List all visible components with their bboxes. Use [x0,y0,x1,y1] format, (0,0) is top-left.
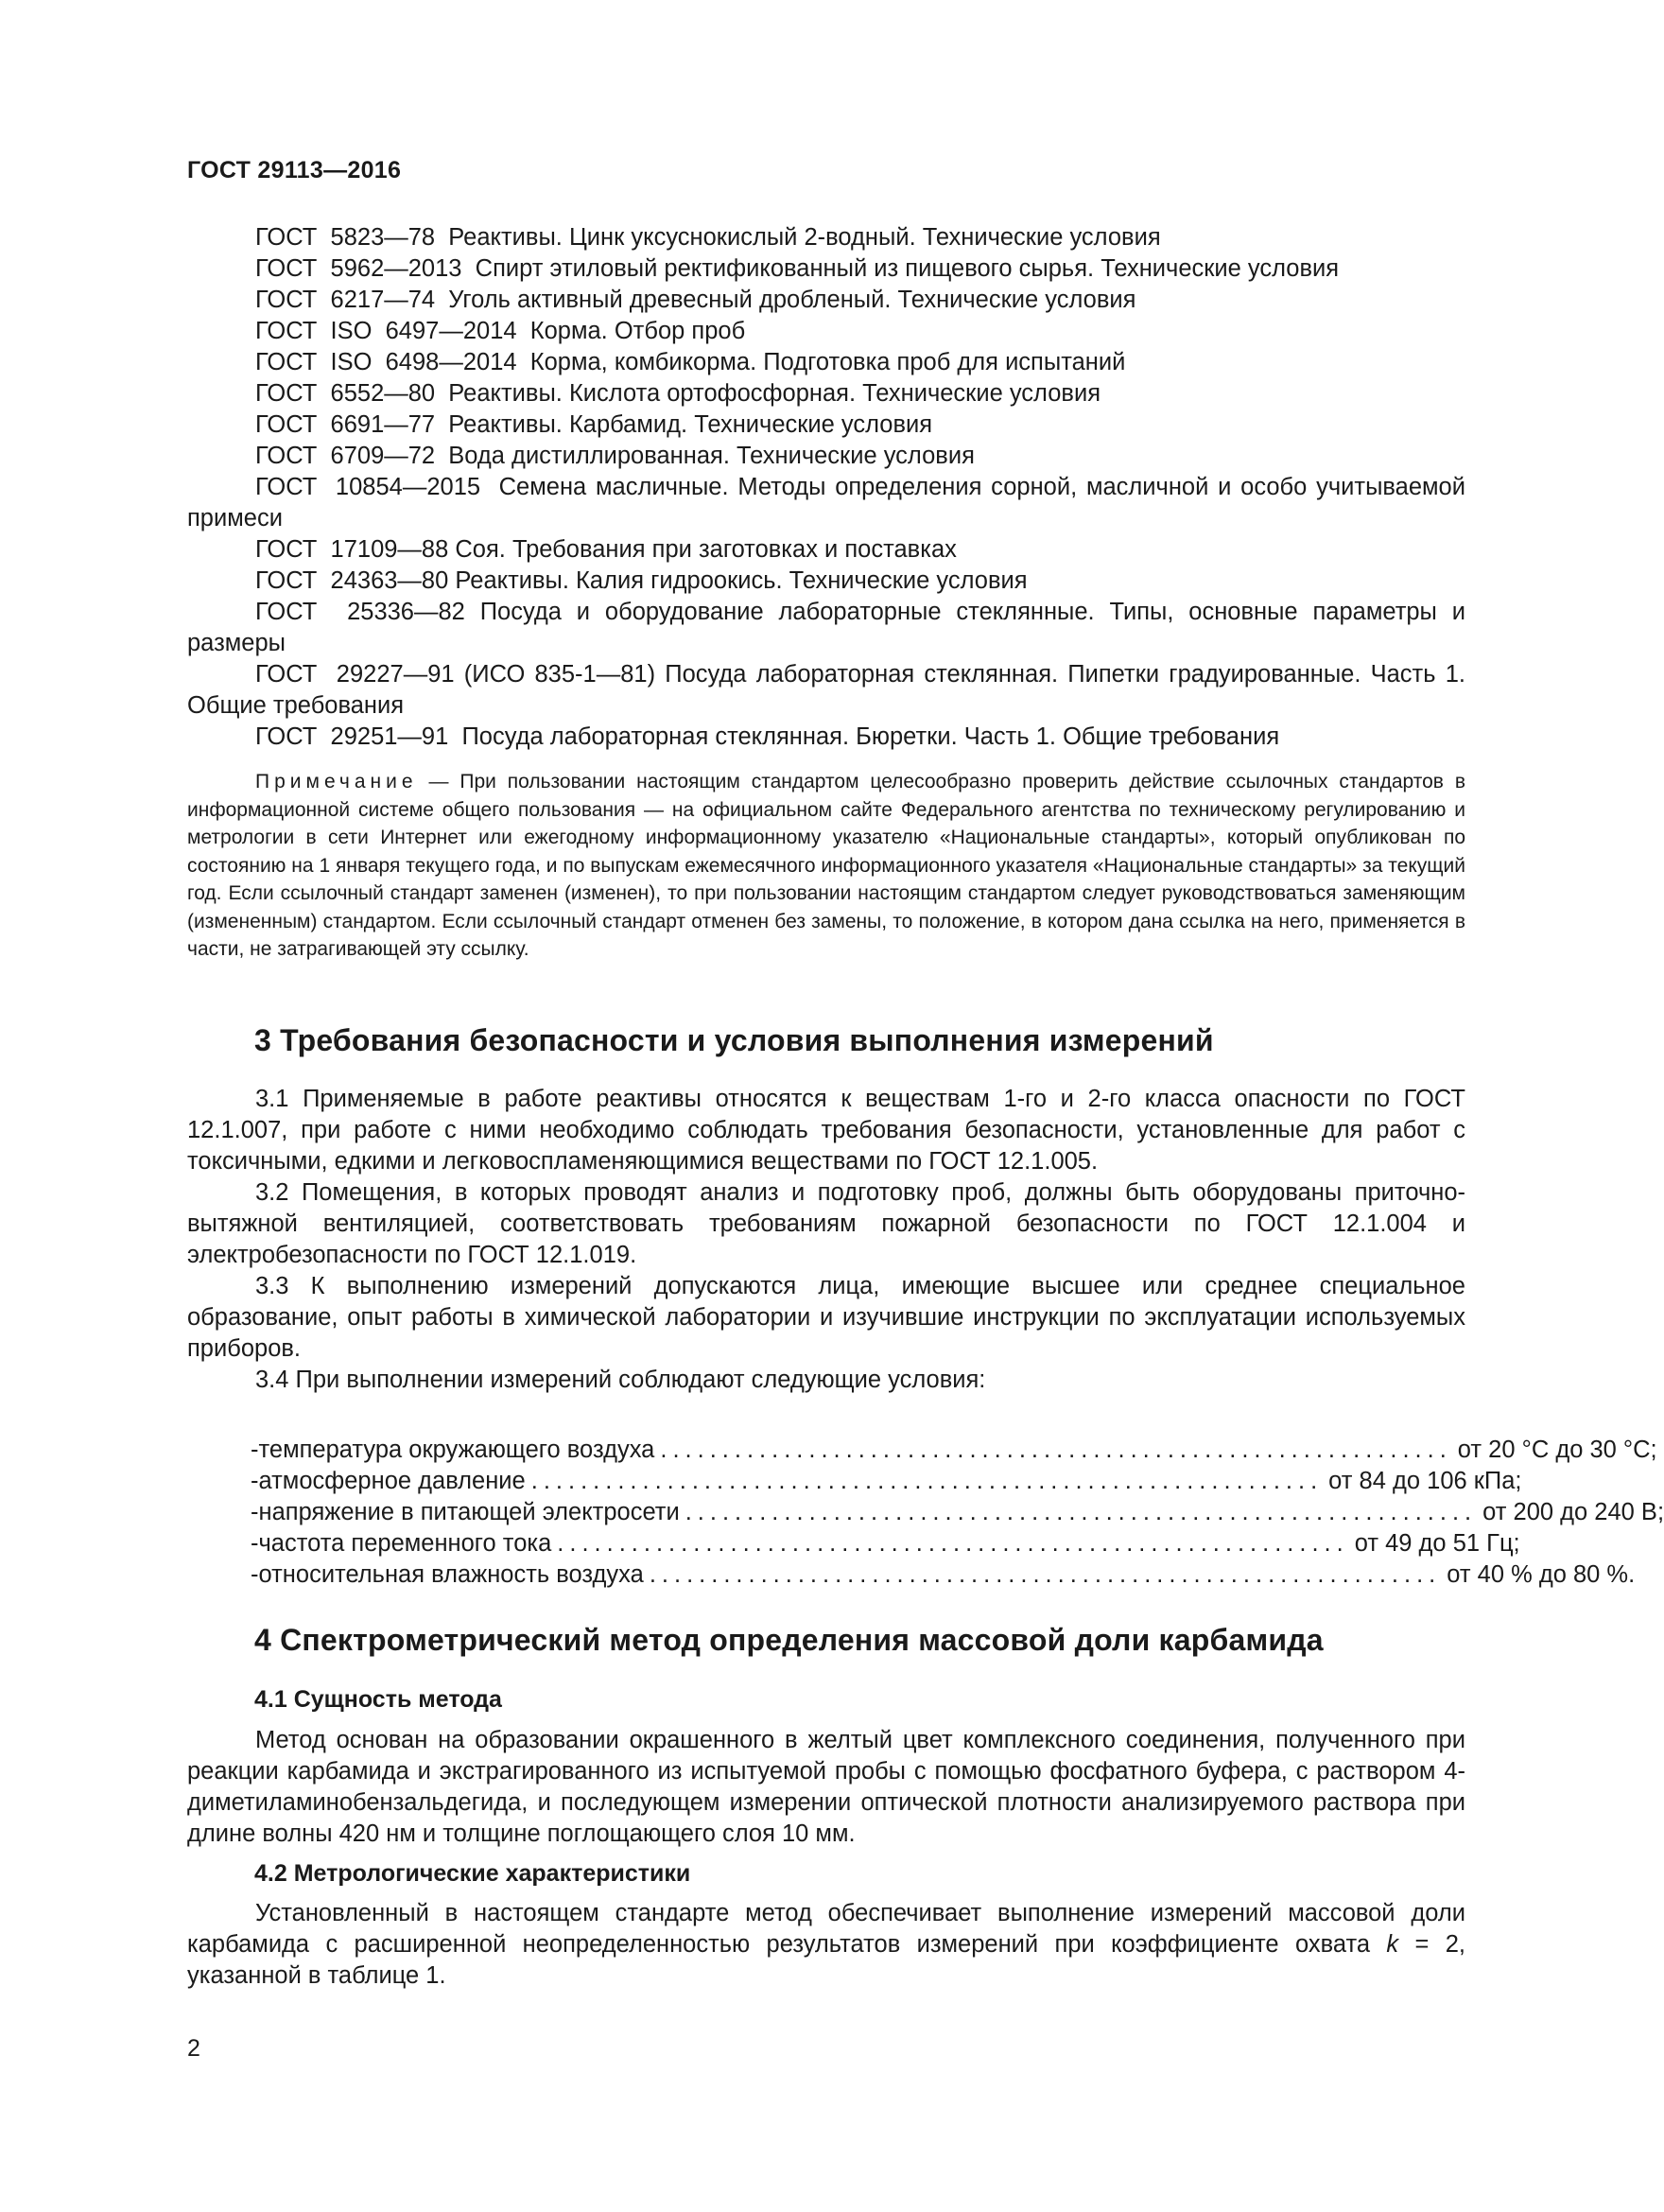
reference-item: ГОСТ 6552—80 Реактивы. Кислота ортофосфорная. Технические условия [255,380,1101,407]
subsection-4-1-title: 4.1 Сущность метода [254,1686,502,1713]
paragraph-3-1: 3.1 Применяемые в работе реактивы относятся к веществам 1-го и 2-го класса опасности по ГОСТ 12.1.007, при работе с ними необходимо соблюдать требования безопасности, установленные для работ с токсичными, едкими и легковоспламеняющимися веществами по ГОСТ 12.1.005. [187,1086,1465,1175]
conditions-list [251,1435,1664,1591]
list-dash: - [251,1499,259,1525]
document-header: ГОСТ 29113—2016 [187,157,402,183]
condition-row [251,1559,1636,1591]
condition-row [251,1466,1522,1497]
condition-label: частота переменного тока [258,1530,552,1557]
reference-item: ГОСТ 5823—78 Реактивы. Цинк уксуснокислый 2-водный. Технические условия [255,224,1161,251]
dot-leader: ................................................................ [557,1530,1349,1557]
paragraph-3-2: 3.2 Помещения, в которых проводят анализ и подготовку проб, должны быть оборудованы приточно-вытяжной вентиляцией, соответствовать требованиям пожарной безопасности по ГОСТ 12.1.004 и электробезопасности по ГОСТ 12.1.019. [187,1179,1465,1268]
paragraph-4-1: Метод основан на образовании окрашенного в желтый цвет комплексного соединения, полученного при реакции карбамида и экстрагированного из испытуемой пробы с помощью фосфатного буфера, с раствором 4-диметиламинобензальдегида, и последующем измерении оптической плотности анализируемого раствора при длине волны 420 нм и толщине поглощающего слоя 10 мм. [187,1727,1465,1847]
paragraph-3-3: 3.3 К выполнению измерений допускаются лица, имеющие высшее или среднее специальное образование, опыт работы в химической лаборатории и изучившие инструкции по эксплуатации используемых приборов. [187,1273,1465,1362]
dot-leader: ................................................................ [660,1437,1452,1463]
note-paragraph [187,768,1465,964]
reference-item: ГОСТ 29227—91 (ИСО 835-1—81) Посуда лабораторная стеклянная. Пипетки градуированные. Часть 1. Общие требования [187,661,1473,719]
condition-label: напряжение в питающей электросети [258,1499,680,1525]
condition-row [251,1497,1664,1528]
section-4-title: 4 Спектрометрический метод определения массовой доли карбамида [254,1623,1324,1657]
condition-label: относительная влажность воздуха [258,1561,644,1588]
reference-item: ГОСТ ISO 6498—2014 Корма, комбикорма. Подготовка проб для испытаний [255,349,1126,375]
reference-item: ГОСТ 5962—2013 Спирт этиловый ректификованный из пищевого сырья. Технические условия [255,255,1340,282]
paragraph-4-2-text-b: = 2, указанной в таблице 1. [187,1931,1466,1989]
note-text: — При пользовании настоящим стандартом целесообразно проверить действие ссылочных стандартов в информационной системе общего пользования — на официальном сайте Федерального агентства по техническому регулированию и метрологии в сети Интернет или ежегодному информационному указателю «Национальные стандарты», который опубликован по состоянию на 1 января текущего года, и по выпускам ежемесячного информационного указателя «Национальные стандарты» за текущий год. Если ссылочный стандарт заменен (изменен), то при пользовании настоящим стандартом следует руководствоваться заменяющим (измененным) стандартом. Если ссылочный стандарт отменен без замены, то положение, в котором дана ссылка на него, применяется в части, не затрагивающей эту ссылку. [187,771,1465,960]
condition-label: атмосферное давление [258,1468,526,1494]
list-dash: - [251,1468,259,1494]
section-3-body [187,1084,1465,1396]
condition-row [251,1528,1520,1559]
dot-leader: ................................................................ [530,1468,1324,1494]
condition-value: от 200 до 240 В; [1482,1499,1664,1525]
coverage-factor-symbol: k [1386,1931,1399,1958]
reference-item: ГОСТ 24363—80 Реактивы. Калия гидроокись. Технические условия [255,567,1028,594]
subsection-4-1-body [187,1725,1465,1850]
dot-leader: ................................................................ [649,1561,1442,1588]
reference-item: ГОСТ 6709—72 Вода дистиллированная. Технические условия [255,443,975,469]
reference-item: ГОСТ 6217—74 Уголь активный древесный дробленый. Технические условия [255,287,1136,313]
reference-item: ГОСТ 17109—88 Соя. Требования при заготовках и поставках [255,536,957,563]
condition-value: от 40 % до 80 %. [1447,1561,1636,1588]
condition-value: от 49 до 51 Гц; [1354,1530,1520,1557]
paragraph-4-2 [187,1898,1465,1992]
reference-item: ГОСТ ISO 6497—2014 Корма. Отбор проб [255,318,746,344]
condition-row [251,1435,1657,1466]
paragraph-4-2-text-a: Установленный в настоящем стандарте метод обеспечивает выполнение измерений массовой доли карбамида с расширенной неопределенностью результатов измерений при коэффициенте охвата [187,1900,1465,1958]
condition-label: температура окружающего воздуха [258,1437,655,1463]
paragraph-3-4: 3.4 При выполнении измерений соблюдают следующие условия: [255,1367,986,1393]
dot-leader: ................................................................ [685,1499,1478,1525]
condition-value: от 20 °С до 30 °С; [1457,1437,1657,1463]
subsection-4-2-body [187,1898,1465,1992]
section-3-title: 3 Требования безопасности и условия выполнения измерений [254,1023,1214,1057]
reference-list [187,222,1473,753]
note-label: Примечание [255,771,418,792]
list-dash: - [251,1530,259,1557]
reference-item: ГОСТ 29251—91 Посуда лабораторная стеклянная. Бюретки. Часть 1. Общие требования [255,723,1280,750]
list-dash: - [251,1561,259,1588]
list-dash: - [251,1437,259,1463]
reference-item: ГОСТ 25336—82 Посуда и оборудование лабораторные стеклянные. Типы, основные параметры и размеры [187,599,1473,656]
reference-item: ГОСТ 6691—77 Реактивы. Карбамид. Технические условия [255,411,933,438]
subsection-4-2-title: 4.2 Метрологические характеристики [254,1860,691,1887]
condition-value: от 84 до 106 кПа; [1328,1468,1522,1494]
reference-item: ГОСТ 10854—2015 Семена масличные. Методы определения сорной, масличной и особо учитываемой примеси [187,474,1473,531]
page-number: 2 [187,2035,200,2062]
